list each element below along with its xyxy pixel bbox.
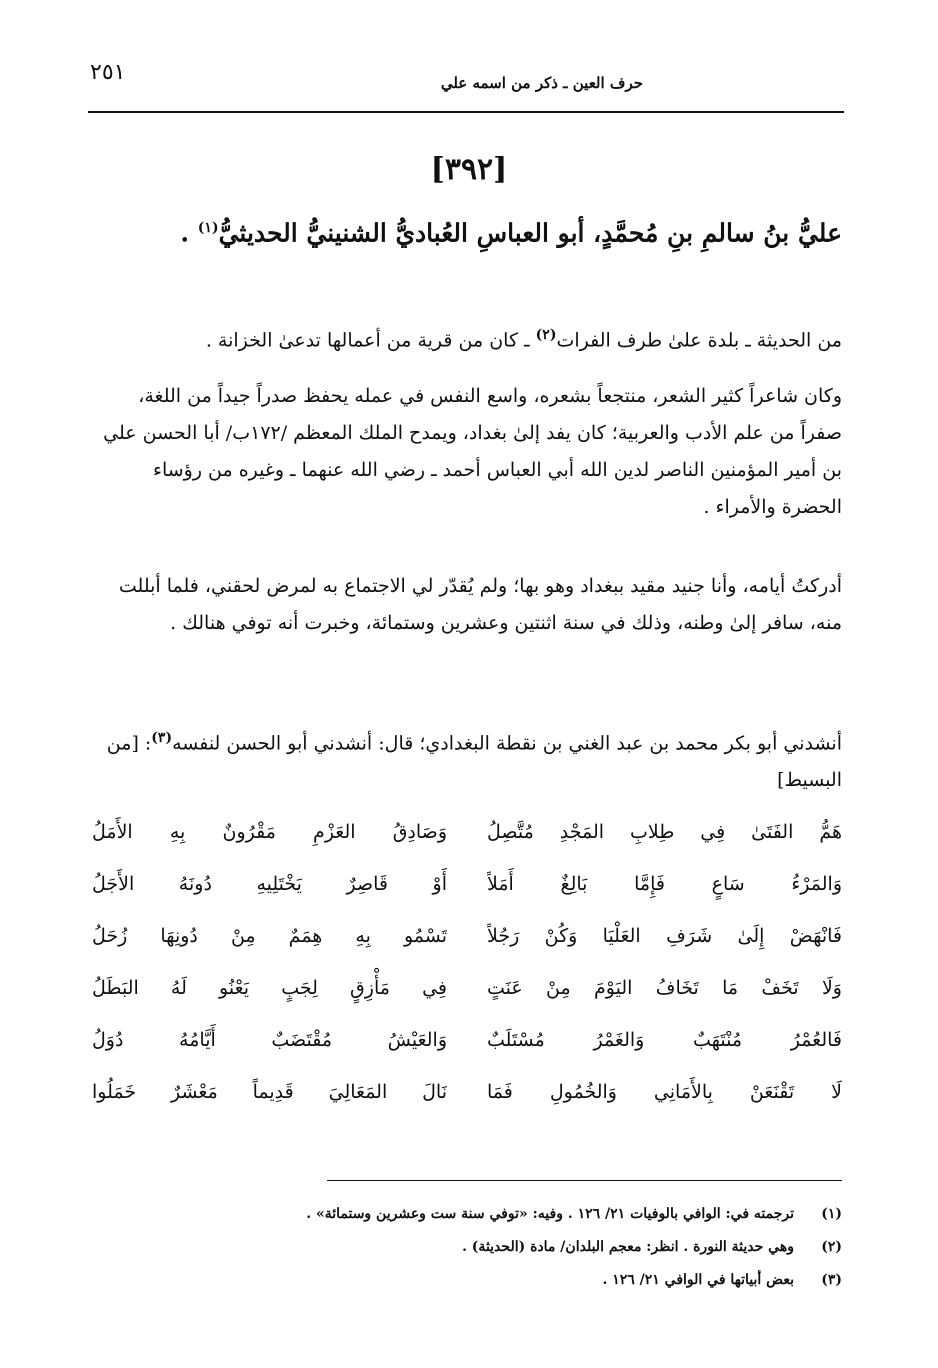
entry-title-text: عليُّ بنُ سالمِ بنِ مُحمَّدٍ، أبو العباسِ العُباديُّ الشنينيُّ الحديثيُّ (218, 218, 842, 248)
poem (92, 806, 842, 1118)
verse-second-hemistich: فِي مَأْزِقٍ لِجَبٍ يَعْنُو لَهُ البَطَلُ (92, 977, 447, 999)
poem-verse (92, 910, 842, 962)
poem-verse (92, 858, 842, 910)
page-number: ٢٥١ (90, 60, 126, 85)
footnote-divider (327, 1180, 842, 1181)
footnote-text: ترجمته في: الوافي بالوفيات ٢١/ ١٢٦ . وفيه: «توفي سنة ست وعشرين وستمائة» . (306, 1206, 794, 1222)
poem-verse (92, 806, 842, 858)
footnote-ref-1: (١) (197, 220, 219, 236)
verse-second-hemistich: وَالعَيْشُ مُقْتَضَبٌ أَيَّامُهُ دُوَلُ (92, 1029, 447, 1051)
footnote-text: بعض أبياتها في الوافي ٢١/ ١٢٦ . (602, 1272, 794, 1288)
footnote-text: وهي حديثة النورة . انظر: معجم البلدان/ مادة (الحديثة) . (462, 1239, 794, 1255)
paragraph-recitation (92, 720, 842, 799)
footnote (97, 1231, 842, 1264)
paragraph-author-note: أدركتُ أيامه، وأنا جنيد مقيد ببغداد وهو بها؛ ولم يُقدّر لي الاجتماع به لمرض لحقني، فلما أبللت منه، سافر إلىٰ وطنه، وذلك في سنة اثنتين وعشرين وستمائة، وخبرت أنه توفي هنالك . (118, 575, 842, 634)
footnotes (97, 1198, 842, 1297)
paragraph-origin-text-end: ـ كان من قرية من أعمالها تدعىٰ الخزانة . (205, 329, 536, 352)
verse-second-hemistich: نَالَ المَعَالِيَ قَدِيماً مَعْشَرٌ خَمَلُوا (92, 1081, 447, 1103)
verse-second-hemistich: تَسْمُو بِهِ هِمَمٌ مِنْ دُونِهَا زُحَلُ (92, 925, 447, 947)
entry-title-end: . (180, 218, 198, 248)
footnote-ref-3: (٣) (151, 730, 173, 746)
footnote (97, 1264, 842, 1297)
paragraph-recitation-text-start: أنشدني أبو بكر محمد بن عبد الغني بن نقطة البغدادي؛ قال: أنشدني أبو الحسن لنفسه (172, 732, 842, 755)
verse-second-hemistich: أَوْ قَاصِرٌ يَخْتَلِيهِ دُونَهُ الأَجَلُ (92, 873, 447, 895)
paragraph-origin-text-start: من الحديثة ـ بلدة علىٰ طرف الفرات (556, 329, 842, 352)
poem-verse (92, 962, 842, 1014)
footnote-number: (٣) (821, 1272, 842, 1288)
verse-first-hemistich: وَلَا تَخَفْ مَا تَخَافُ اليَوْمَ مِنْ عَنَتٍ (487, 977, 842, 999)
paragraph-origin (92, 317, 842, 359)
entry-number: [٣٩٢] (430, 152, 508, 187)
verse-first-hemistich: فَالعُمْرُ مُنْتَهَبٌ وَالغَمْرُ مُسْتَلَبٌ (487, 1029, 842, 1051)
footnote-number: (٢) (821, 1239, 842, 1255)
paragraph-biography: وكان شاعراً كثير الشعر، منتجعاً بشعره، واسع النفس في عمله يحفظ صدراً جيداً من اللغة، صفراً من علم الأدب والعربية؛ كان يفد إلىٰ بغداد، ويمدح الملك المعظم /١٧٢ب/ أبا الحسن علي بن أمير المؤمنين الناصر لدين الله أبي العباس أحمد ـ رضي الله عنهما ـ وغيره من رؤساء الحضرة والأمراء . (103, 385, 842, 518)
footnote-ref-2: (٢) (535, 327, 557, 343)
running-header: حرف العين ـ ذكر من اسمه علي (440, 74, 643, 92)
verse-first-hemistich: لَا تَقْنَعَنْ بِالأَمَانِي وَالخُمُولِ فَمَا (487, 1081, 842, 1103)
verse-first-hemistich: وَالمَرْءُ سَاعٍ فَإِمَّا بَالِغٌ أَمَلاً (487, 873, 842, 895)
footnote (97, 1198, 842, 1231)
verse-second-hemistich: وَصَادِقُ العَزْمِ مَقْرُونٌ بِهِ الأَمَلُ (92, 821, 447, 843)
poem-verse (92, 1014, 842, 1066)
entry-title (97, 203, 842, 258)
poem-verse (92, 1066, 842, 1118)
paragraph-recitation-text-end: : [من البسيط] (106, 732, 842, 792)
verse-first-hemistich: هَمُّ الفَتَىٰ فِي طِلابِ المَجْدِ مُتَّصِلُ (487, 821, 842, 843)
header-divider (88, 111, 844, 113)
footnote-number: (١) (821, 1206, 842, 1222)
verse-first-hemistich: فَانْهَضْ إِلَىٰ شَرَفِ العَلْيَا وَكُنْ رَجُلاً (487, 925, 842, 947)
